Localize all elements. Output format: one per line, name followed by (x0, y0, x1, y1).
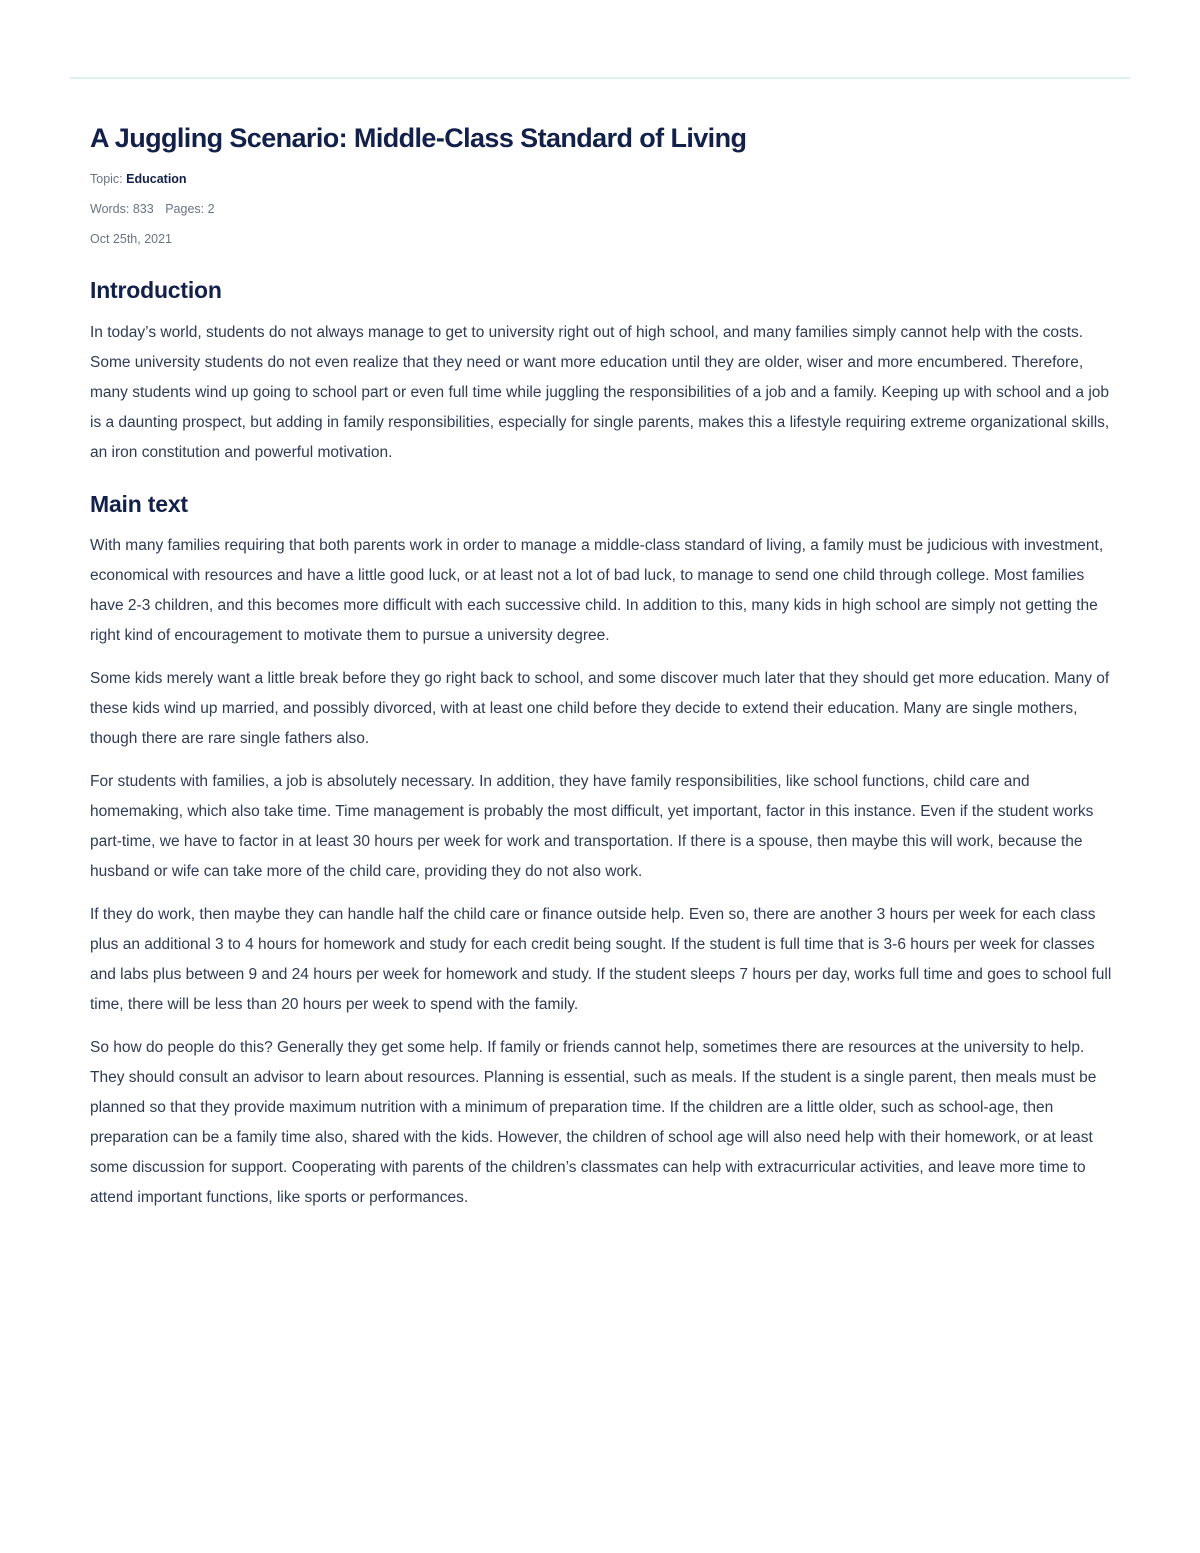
main-text-paragraph: Some kids merely want a little break before they go right back to school, and some discover much later that they should get more education. Many of these kids wind up married, and possibly divorced, with at least one child before they decide to extend their education. Many are single mothers, though there are rare single fathers also. (90, 670, 1110, 747)
stats-line (90, 194, 1115, 224)
publish-date: Oct 25th, 2021 (90, 232, 173, 246)
introduction-heading: Introduction (90, 277, 222, 303)
main-text-paragraph: If they do work, then maybe they can handle half the child care or finance outside help. Even so, there are another 3 hours per week for each class plus an additional 3 to 4 hours for homework and study for each credit being sought. If the student is full time that is 3-6 hours per week for classes and labs plus between 9 and 24 hours per week for homework and study. If the student sleeps 7 hours per day, works full time and goes to school full time, there will be less than 20 hours per week to spend with the family. (90, 906, 1112, 1013)
words-label: Words: (90, 202, 130, 216)
introduction-paragraph: In today’s world, students do not always manage to get to university right out of high school, and many families simply cannot help with the costs. Some university students do not even realize that they need or want more education until they are older, wiser and more encumbered. Therefore, many students wind up going to school part or even full time while juggling the responsibilities of a job and a family. Keeping up with school and a job is a daunting prospect, but adding in family responsibilities, especially for single parents, makes this a lifestyle requiring extreme organizational skills, an iron constitution and powerful motivation. (90, 324, 1110, 461)
top-divider (70, 77, 1130, 79)
date-line (90, 224, 1115, 254)
pages-label: Pages: (165, 202, 205, 216)
document-title: A Juggling Scenario: Middle-Class Standard of Living (90, 123, 747, 153)
pages-value: 2 (207, 202, 215, 216)
main-text-paragraph: For students with families, a job is absolutely necessary. In addition, they have family responsibilities, like school functions, child care and homemaking, which also take time. Time management is probably the most difficult, yet important, factor in this instance. Even if the student works part-time, we have to factor in at least 30 hours per week for work and transportation. If there is a spouse, then maybe this will work, because the husband or wife can take more of the child care, providing they do not also work. (90, 773, 1094, 880)
main-text-paragraph: With many families requiring that both parents work in order to manage a middle-class standard of living, a family must be judicious with investment, economical with resources and have a little good luck, or at least not a lot of bad luck, to manage to send one child through college. Most families have 2-3 children, and this becomes more difficult with each successive child. In addition to this, many kids in high school are simply not getting the right kind of encouragement to motivate them to pursue a university degree. (90, 537, 1104, 644)
topic-line (90, 164, 1115, 194)
document-page (90, 112, 1115, 1226)
main-text-heading: Main text (90, 491, 188, 517)
topic-value: Education (126, 172, 187, 186)
words-value: 833 (132, 202, 154, 216)
main-text-paragraph: So how do people do this? Generally they get some help. If family or friends cannot help, sometimes there are resources at the university to help. They should consult an advisor to learn about resources. Planning is essential, such as meals. If the student is a single parent, then meals must be planned so that they provide maximum nutrition with a minimum of preparation time. If the children are a little older, such as school-age, then preparation can be a family time also, shared with the kids. However, the children of school age will also need help with their homework, or at least some discussion for support. Cooperating with parents of the children’s classmates can help with extracurricular activities, and leave more time to attend important functions, like sports or performances. (90, 1039, 1097, 1206)
topic-label: Topic: (90, 172, 123, 186)
